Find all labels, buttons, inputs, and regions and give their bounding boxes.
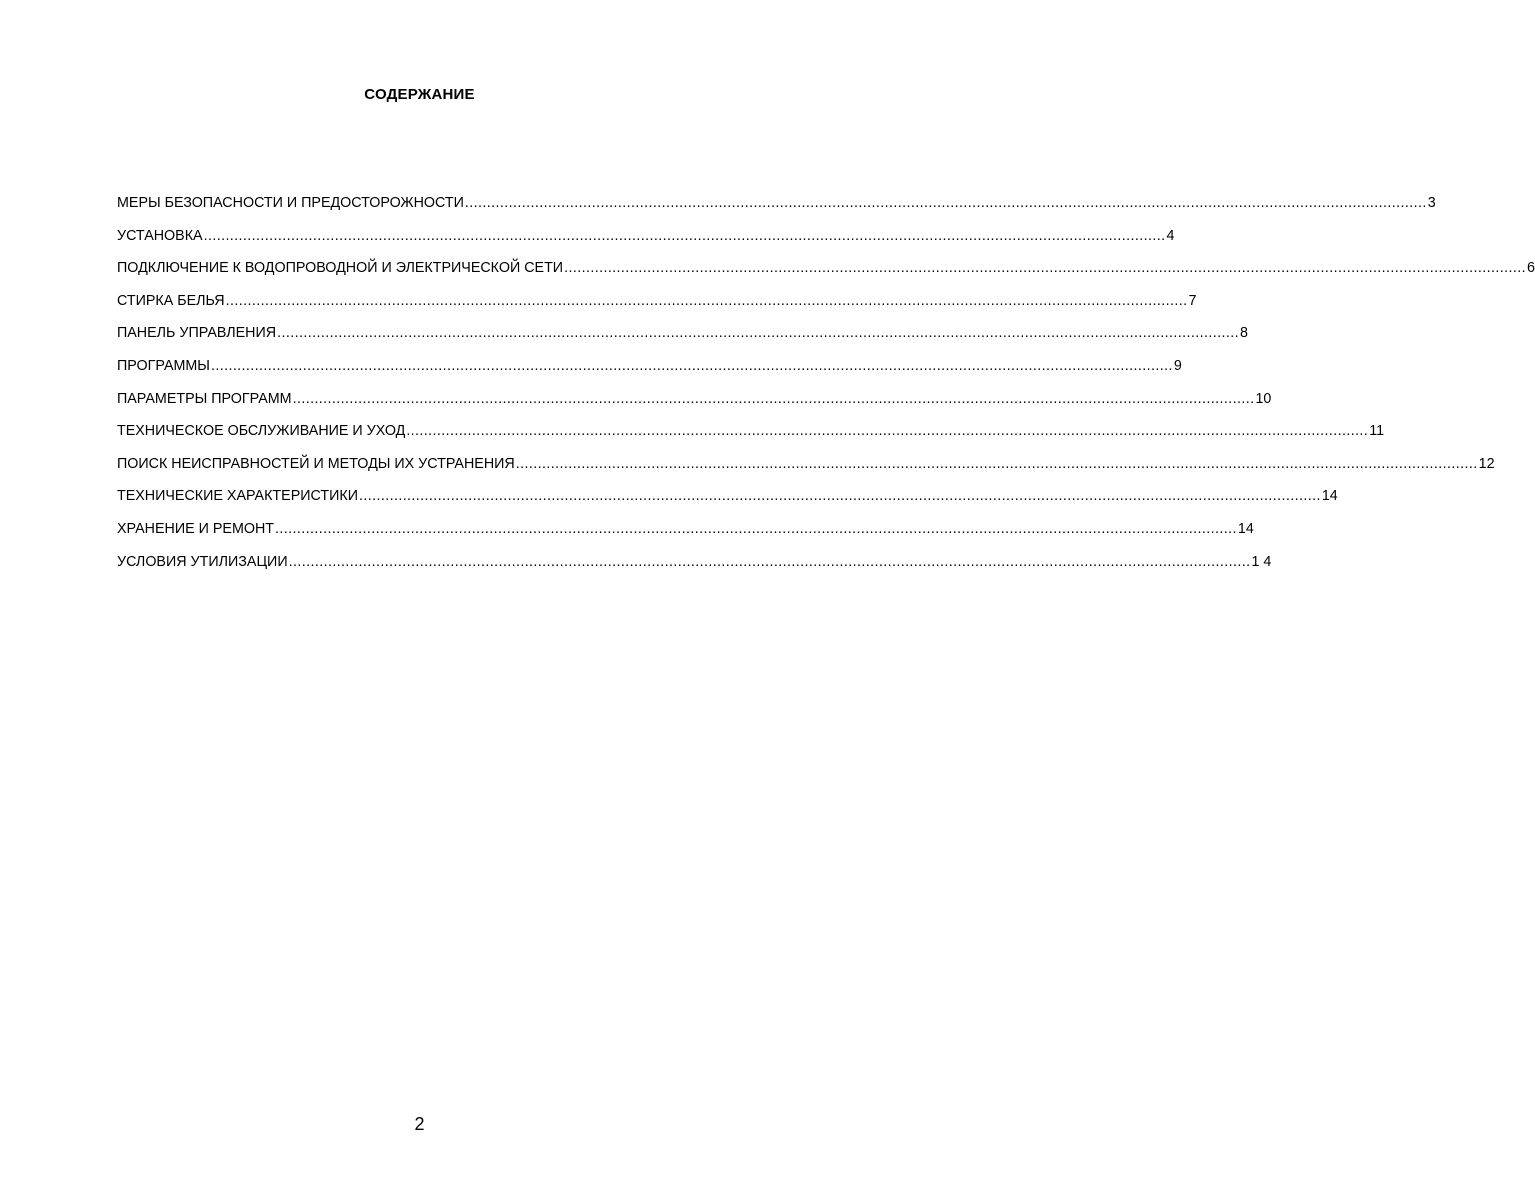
toc-entry-text: ПРОГРАММЫ bbox=[117, 357, 210, 374]
toc-leader-dots: ............................................................................................................................................................................................................................ bbox=[564, 260, 1526, 277]
toc-entry-page: 14 bbox=[1321, 488, 1338, 505]
toc-entry bbox=[117, 415, 1385, 448]
toc-entry-text: ТЕХНИЧЕСКОЕ ОБСЛУЖИВАНИЕ И УХОД bbox=[117, 423, 406, 440]
toc-entry-text: УСТАНОВКА bbox=[117, 227, 203, 244]
toc-entry bbox=[117, 383, 1272, 416]
toc-entry-text: МЕРЫ БЕЗОПАСНОСТИ И ПРЕДОСТОРОЖНОСТИ bbox=[117, 195, 464, 211]
toc-leader-dots: ............................................................................................................................................................................................................................ bbox=[275, 520, 1237, 537]
toc-leader-dots: ............................................................................................................................................................................................................................ bbox=[203, 227, 1166, 244]
toc-entry-page: 7 bbox=[1188, 292, 1197, 309]
toc-entry bbox=[117, 448, 1495, 481]
toc-entry bbox=[117, 285, 1197, 318]
page-title: СОДЕРЖАНИЕ bbox=[364, 86, 475, 103]
toc-entry-text: ПОДКЛЮЧЕНИЕ К ВОДОПРОВОДНОЙ И ЭЛЕКТРИЧЕСКОЙ СЕТИ bbox=[117, 260, 564, 277]
toc-entry-page: 14 bbox=[1237, 520, 1254, 537]
toc-leader-dots: ............................................................................................................................................................................................................................ bbox=[292, 390, 1255, 407]
toc-entry bbox=[117, 513, 1254, 546]
toc-leader-dots: ............................................................................................................................................................................................................................ bbox=[288, 553, 1251, 570]
toc-entry bbox=[117, 350, 1182, 383]
toc-entry-page: 12 bbox=[1478, 455, 1495, 472]
toc-leader-dots: ............................................................................................................................................................................................................................ bbox=[225, 292, 1188, 309]
toc-entry-page: 9 bbox=[1173, 357, 1182, 374]
toc-entry bbox=[117, 187, 1436, 220]
toc-entry-text: ТЕХНИЧЕСКИЕ ХАРАКТЕРИСТИКИ bbox=[117, 488, 358, 505]
toc-entry bbox=[117, 252, 1535, 285]
toc-entry-page: 1 4 bbox=[1251, 553, 1272, 570]
toc-entry-text: ХРАНЕНИЕ И РЕМОНТ bbox=[117, 520, 275, 537]
toc-entry-text: УСЛОВИЯ УТИЛИЗАЦИИ bbox=[117, 553, 288, 570]
toc-entry-page: 11 bbox=[1369, 423, 1385, 440]
toc-entry-page: 3 bbox=[1427, 195, 1436, 211]
toc-entry-text: ПАРАМЕТРЫ ПРОГРАММ bbox=[117, 390, 292, 407]
toc-entry-page: 10 bbox=[1255, 390, 1272, 407]
toc-entry-text: ПОИСК НЕИСПРАВНОСТЕЙ И МЕТОДЫ ИХ УСТРАНЕНИЯ bbox=[117, 455, 515, 472]
table-of-contents bbox=[117, 187, 1535, 578]
toc-entry bbox=[117, 220, 1175, 253]
toc-entry-text: СТИРКА БЕЛЬЯ bbox=[117, 292, 225, 309]
toc-entry bbox=[117, 317, 1248, 350]
toc-entry-page: 6 bbox=[1526, 260, 1535, 277]
toc-leader-dots: ............................................................................................................................................................................................................................ bbox=[277, 325, 1239, 342]
toc-leader-dots: ............................................................................................................................................................................................................................ bbox=[358, 488, 1321, 505]
toc-entry bbox=[117, 546, 1272, 579]
toc-leader-dots: ............................................................................................................................................................................................................................ bbox=[464, 195, 1427, 211]
toc-leader-dots: ............................................................................................................................................................................................................................ bbox=[210, 357, 1173, 374]
toc-entry-page: 4 bbox=[1166, 227, 1175, 244]
toc-entry-page: 8 bbox=[1239, 325, 1248, 342]
toc-leader-dots: ............................................................................................................................................................................................................................ bbox=[406, 423, 1369, 440]
page-number: 2 bbox=[414, 1114, 425, 1134]
toc-entry-text: ПАНЕЛЬ УПРАВЛЕНИЯ bbox=[117, 325, 277, 342]
toc-entry bbox=[117, 480, 1338, 513]
toc-leader-dots: ............................................................................................................................................................................................................................ bbox=[515, 455, 1478, 472]
